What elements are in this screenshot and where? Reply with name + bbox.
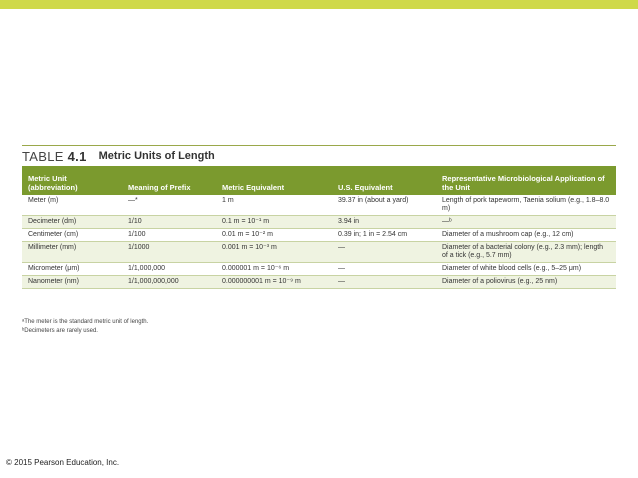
cell-prefix: 1/1000: [122, 242, 216, 263]
column-header-application: Representative Microbiological Application of the Unit: [436, 166, 616, 195]
cell-metric: 0.1 m = 10⁻¹ m: [216, 216, 332, 229]
cell-us: —: [332, 263, 436, 276]
table-row: [22, 195, 616, 216]
column-header-us: U.S. Equivalent: [332, 166, 436, 195]
cell-application: Diameter of white blood cells (e.g., 5–25 μm): [436, 263, 616, 276]
top-accent-bar: [0, 0, 638, 9]
cell-unit: Centimeter (cm): [22, 229, 122, 242]
cell-application: Diameter of a bacterial colony (e.g., 2.3 mm); length of a tick (e.g., 5.7 mm): [436, 242, 616, 263]
table-caption: [22, 145, 616, 166]
cell-prefix: —*: [122, 195, 216, 216]
column-header-unit: Metric Unit (abbreviation): [22, 166, 122, 195]
table-header-row: [22, 166, 616, 195]
table-row: [22, 229, 616, 242]
cell-application: Diameter of a mushroom cap (e.g., 12 cm): [436, 229, 616, 242]
footnote-b: ᵇDecimeters are rarely used.: [22, 328, 98, 334]
cell-us: —: [332, 276, 436, 289]
table-row: [22, 242, 616, 263]
table-row: [22, 263, 616, 276]
cell-unit: Nanometer (nm): [22, 276, 122, 289]
cell-prefix: 1/100: [122, 229, 216, 242]
table-row: [22, 216, 616, 229]
column-header-prefix: Meaning of Prefix: [122, 166, 216, 195]
cell-unit: Decimeter (dm): [22, 216, 122, 229]
cell-us: 3.94 in: [332, 216, 436, 229]
table-number: TABLE 4.1: [22, 148, 87, 164]
copyright-notice: © 2015 Pearson Education, Inc.: [6, 458, 120, 467]
cell-prefix: 1/10: [122, 216, 216, 229]
cell-metric: 1 m: [216, 195, 332, 216]
cell-metric: 0.000001 m = 10⁻⁶ m: [216, 263, 332, 276]
column-header-metric: Metric Equivalent: [216, 166, 332, 195]
cell-application: Length of pork tapeworm, Taenia solium (e.g., 1.8–8.0 m): [436, 195, 616, 216]
cell-us: —: [332, 242, 436, 263]
metric-units-table: [22, 166, 616, 289]
cell-prefix: 1/1,000,000,000: [122, 276, 216, 289]
cell-unit: Millimeter (mm): [22, 242, 122, 263]
cell-metric: 0.001 m = 10⁻³ m: [216, 242, 332, 263]
footnote-a: ᵃThe meter is the standard metric unit of length.: [22, 319, 149, 325]
table-title: Metric Units of Length: [98, 150, 215, 162]
cell-us: 39.37 in (about a yard): [332, 195, 436, 216]
cell-metric: 0.000000001 m = 10⁻⁹ m: [216, 276, 332, 289]
cell-prefix: 1/1,000,000: [122, 263, 216, 276]
cell-application: Diameter of a poliovirus (e.g., 25 nm): [436, 276, 616, 289]
cell-us: 0.39 in; 1 in = 2.54 cm: [332, 229, 436, 242]
table-footnotes: [22, 318, 616, 336]
cell-application: —ᵇ: [436, 216, 616, 229]
cell-unit: Meter (m): [22, 195, 122, 216]
cell-metric: 0.01 m = 10⁻² m: [216, 229, 332, 242]
cell-unit: Micrometer (μm): [22, 263, 122, 276]
table-row: [22, 276, 616, 289]
